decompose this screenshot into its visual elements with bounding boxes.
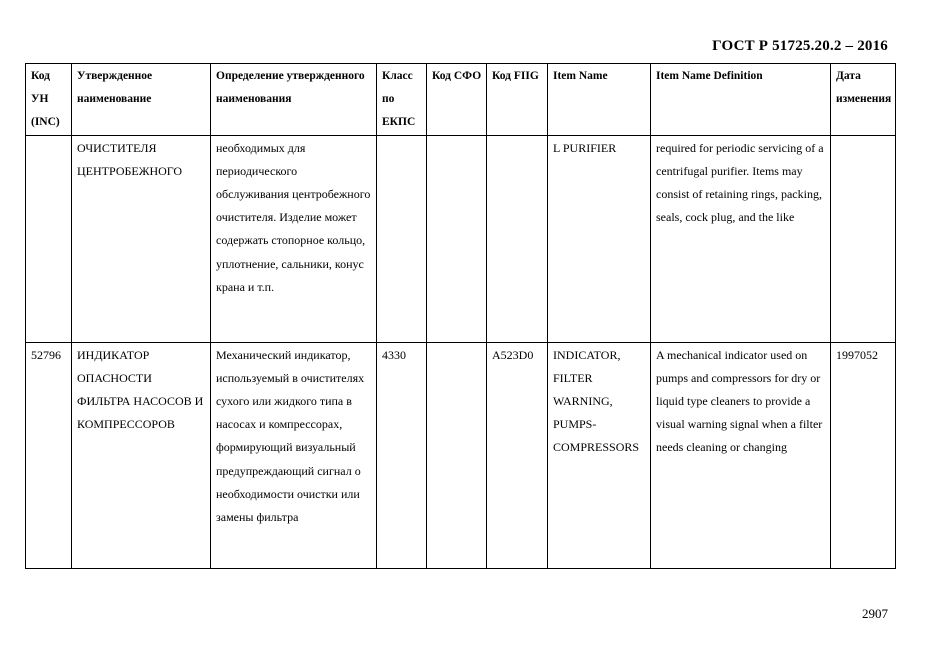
header-item-name-definition: Item Name Definition (651, 64, 831, 136)
cell-item-definition: required for periodic servicing of a centrifugal purifier. Items may consist of retaining rings, packing, seals, cock plug, and the like (651, 135, 831, 342)
cell-change-date: 1997052 (831, 342, 896, 568)
cell-definition: необходимых для периодического обслуживания центробежного очистителя. Изделие может содержать стопорное кольцо, уплотнение, сальники, конус крана и т.п. (211, 135, 377, 342)
table-row (26, 342, 896, 568)
cell-item-name: L PURIFIER (548, 135, 651, 342)
cell-fiig-code: A523D0 (487, 342, 548, 568)
table-row (26, 135, 896, 342)
cell-inc-code (26, 135, 72, 342)
header-approved-name-definition: Определение утвержденного наименования (211, 64, 377, 136)
header-fiig-code: Код FIIG (487, 64, 548, 136)
cell-definition: Механический индикатор, используемый в очистителях сухого или жидкого типа в насосах и компрессорах, формирующий визуальный предупреждающий сигнал о необходимости очистки или замены фильтра (211, 342, 377, 568)
cell-sfo-code (427, 135, 487, 342)
cell-item-name: INDICATOR, FILTER WARNING, PUMPS-COMPRESSORS (548, 342, 651, 568)
header-inc-code: Код УН (INC) (26, 64, 72, 136)
header-item-name: Item Name (548, 64, 651, 136)
cell-sfo-code (427, 342, 487, 568)
cell-fiig-code (487, 135, 548, 342)
header-ekps-class: Класс по ЕКПС (377, 64, 427, 136)
catalog-table (25, 63, 896, 569)
header-approved-name: Утвержденное наименование (72, 64, 211, 136)
cell-approved-name: ОЧИСТИТЕЛЯ ЦЕНТРОБЕЖНОГО (72, 135, 211, 342)
document-header: ГОСТ Р 51725.20.2 – 2016 (712, 38, 888, 54)
cell-inc-code: 52796 (26, 342, 72, 568)
cell-item-definition: A mechanical indicator used on pumps and compressors for dry or liquid type cleaners to provide a visual warning signal when a filter needs cleaning or changing (651, 342, 831, 568)
cell-ekps-class (377, 135, 427, 342)
cell-ekps-class: 4330 (377, 342, 427, 568)
header-sfo-code: Код СФО (427, 64, 487, 136)
cell-change-date (831, 135, 896, 342)
header-change-date: Дата изменения (831, 64, 896, 136)
table-header-row (26, 64, 896, 136)
cell-approved-name: ИНДИКАТОР ОПАСНОСТИ ФИЛЬТРА НАСОСОВ И КОМПРЕССОРОВ (72, 342, 211, 568)
page-number: 2907 (862, 606, 888, 621)
